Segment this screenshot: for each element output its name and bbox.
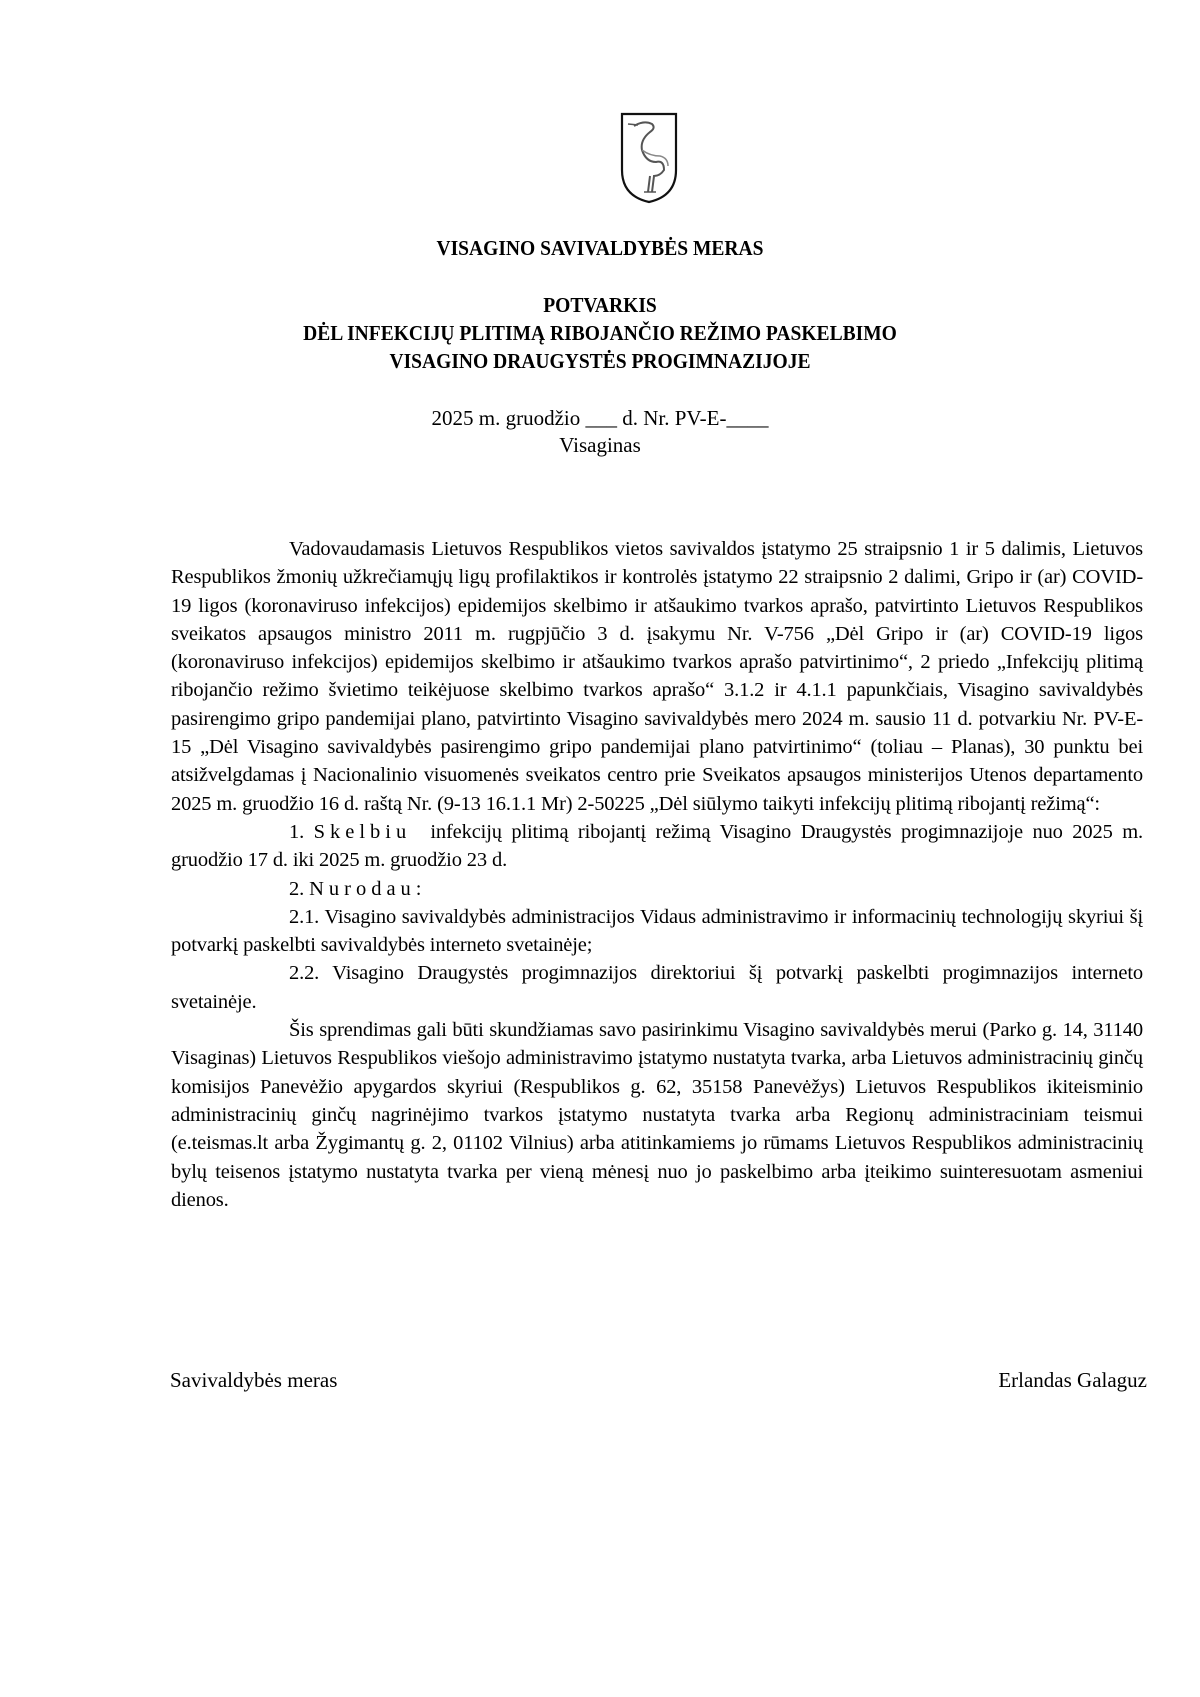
- preamble-paragraph: Vadovaudamasis Lietuvos Respublikos vietos savivaldos įstatymo 25 straipsnio 1 ir 5 dalimis, Lietuvos Respublikos žmonių užkrečiamųjų ligų profilaktikos ir kontrolės įstatymo 22 straipsnio 2 dalimi, Gripo ir (ar) COVID-19 ligos (koronaviruso infekcijos) epidemijos skelbimo ir atšaukimo tvarkos aprašo, patvirtinto Lietuvos Respublikos sveikatos apsaugos ministro 2011 m. rugpjūčio 3 d. įsakymu Nr. V-756 „Dėl Gripo ir (ar) COVID-19 ligos (koronaviruso infekcijos) epidemijos skelbimo ir atšaukimo tvarkos aprašo patvirtinimo“, 2 priedo „Infekcijų plitimą ribojančio režimo švietimo teikėjuose skelbimo tvarkos aprašo“ 3.1.2 ir 4.1.1 papunkčiais, Visagino savivaldybės pasirengimo gripo pandemijai plano, patvirtinto Visagino savivaldybės mero 2024 m. sausio 11 d. potvarkiu Nr. PV-E-15 „Dėl Visagino savivaldybės pasirengimo gripo pandemijai plano patvirtinimo“ (toliau – Planas), 30 punktu bei atsižvelgdamas į Nacionalinio visuomenės sveikatos centro prie Sveikatos apsaugos ministerijos Utenos departamento 2025 m. gruodžio 16 d. raštą Nr. (9-13 16.1.1 Mr) 2-50225 „Dėl siūlymo taikyti infekcijų plitimą ribojantį režimą“:: [171, 538, 1143, 815]
- document-type: POTVARKIS: [543, 293, 657, 317]
- signatory-position: Savivaldybės meras: [170, 1368, 338, 1392]
- item-1-number: 1.: [289, 820, 305, 843]
- document-title-line2: VISAGINO DRAUGYSTĖS PROGIMNAZIJOJE: [389, 349, 811, 373]
- date-and-number: 2025 m. gruodžio ___ d. Nr. PV-E-____: [431, 406, 769, 430]
- item-1: [171, 818, 1143, 875]
- item-2-1: 2.1. Visagino savivaldybės administracijos Vidaus administravimo ir informacinių technologijų skyriui šį potvarkį paskelbti savivaldybės interneto svetainėje;: [171, 905, 1143, 957]
- appeal-paragraph: Šis sprendimas gali būti skundžiamas savo pasirinkimu Visagino savivaldybės merui (Parko g. 14, 31140 Visaginas) Lietuvos Respublikos viešojo administravimo įstatymo nustatyta tvarka, arba Lietuvos administracinių ginčų komisijos Panevėžio apygardos skyriui (Respublikos g. 62, 35158 Panevėžys) Lietuvos Respublikos ikiteisminio administracinių ginčų nagrinėjimo tvarkos įstatymo nustatyta tvarka arba Regionų administraciniam teismui (e.teismas.lt arba Žygimantų g. 2, 01102 Vilnius) arba atitinkamiems jo rūmams Lietuvos Respublikos administracinių bylų teisenos įstatymo nustatyta tvarka per vieną mėnesį nuo jo paskelbimo arba įteikimo suinteresuotam asmeniui dienos.: [171, 1019, 1143, 1211]
- item-1-text: infekcijų plitimą ribojantį režimą Visagino Draugystės progimnazijoje nuo 2025 m. gruodžio 17 d. iki 2025 m. gruodžio 23 d.: [171, 820, 1143, 872]
- item-2-2: 2.2. Visagino Draugystės progimnazijos direktoriui šį potvarkį paskelbti progimnazijos interneto svetainėje.: [171, 962, 1143, 1013]
- item-1-verb: Skelbiu: [313, 820, 412, 843]
- place: Visaginas: [559, 433, 641, 457]
- item-2: [171, 875, 1143, 903]
- item-2-verb: Nurodau:: [309, 877, 427, 900]
- coat-of-arms-crane-icon: [620, 112, 678, 204]
- item-2-number: 2.: [289, 877, 305, 900]
- signatory-name: Erlandas Galaguz: [998, 1368, 1147, 1392]
- document-body: [171, 535, 1143, 1214]
- issuing-authority: VISAGINO SAVIVALDYBĖS MERAS: [436, 236, 764, 260]
- document-title-line1: DĖL INFEKCIJŲ PLITIMĄ RIBOJANČIO REŽIMO PASKELBIMO: [303, 321, 897, 345]
